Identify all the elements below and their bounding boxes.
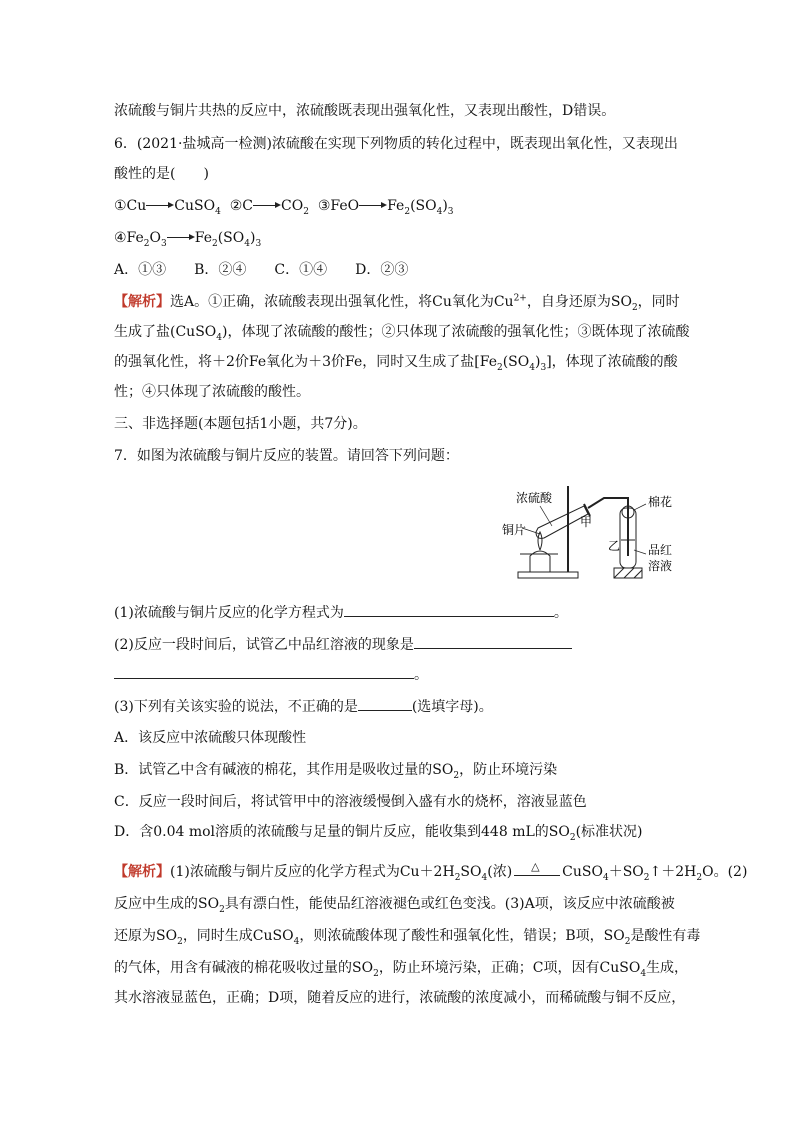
answer-7-line-1 bbox=[114, 862, 747, 882]
formula: ) bbox=[534, 354, 541, 370]
formula: (SO bbox=[410, 198, 437, 214]
subscript: 2 bbox=[143, 238, 150, 249]
analysis-text: ，防止环境污染，正确；C项，因有CuSO bbox=[378, 960, 641, 976]
analysis-text: ↑＋2H bbox=[649, 864, 697, 880]
answer-7-line-4 bbox=[114, 958, 688, 978]
formula: ) bbox=[442, 198, 448, 214]
subscript: 2 bbox=[373, 968, 379, 979]
subscript: 3 bbox=[255, 238, 262, 249]
subscript: 4 bbox=[529, 362, 535, 373]
answer-7-line-5: 其水溶液显蓝色，正确；D项，随着反应的进行，浓硫酸的浓度减小，而稀硫酸与铜不反应， bbox=[114, 990, 686, 1006]
answer-6-line-4: 性；④只体现了浓硫酸的酸性。 bbox=[114, 384, 310, 400]
heat-symbol: △ bbox=[531, 860, 540, 873]
subscript: 2 bbox=[219, 904, 225, 915]
question-6-transformation-4: $④Fe_2O_3$ $Fe_2(SO_4)_3$ bbox=[114, 230, 262, 249]
analysis-text: 反应中生成的SO bbox=[114, 896, 220, 912]
option-text: D．含0.04 mol溶质的浓硫酸与足量的铜片反应，能收集到448 mL的SO bbox=[114, 824, 570, 840]
analysis-text: 的强氧化性，将＋2价Fe氧化为＋3价Fe，同时又生成了盐[Fe bbox=[114, 354, 497, 370]
subscript: 2 bbox=[211, 238, 218, 249]
formula: CuSO bbox=[174, 198, 216, 214]
question-text: (1)浓硫酸与铜片反应的化学方程式为 bbox=[114, 605, 344, 621]
answer-blank[interactable] bbox=[344, 602, 554, 617]
analysis-text: ，同时 bbox=[637, 294, 680, 310]
answer-6-line-3 bbox=[114, 352, 678, 372]
formula: ④Fe bbox=[114, 230, 144, 246]
arrow-icon bbox=[359, 201, 387, 211]
subscript: 4 bbox=[244, 238, 250, 249]
analysis-text: 生成， bbox=[646, 960, 689, 976]
subscript: 2 bbox=[303, 206, 309, 217]
question-6-transformations bbox=[114, 196, 454, 216]
analysis-text: 是酸性有毒 bbox=[630, 928, 701, 944]
subscript: 2 bbox=[453, 770, 460, 781]
question-7-stem: 7．如图为浓硫酸与铜片反应的装置。请回答下列问题： bbox=[114, 448, 459, 464]
question-7-2-cont: 。 bbox=[114, 664, 428, 685]
question-6-stem-cont: 酸性的是( ) bbox=[114, 166, 209, 182]
subscript: 2 bbox=[643, 872, 650, 883]
analysis-text: 选A。①正确，浓硫酸表现出强氧化性，将Cu氧化为Cu bbox=[170, 294, 514, 310]
subscript: 4 bbox=[436, 206, 443, 217]
analysis-text: ＋SO bbox=[608, 864, 644, 880]
formula: ②C bbox=[229, 198, 253, 214]
option-text: (标准状况) bbox=[575, 824, 643, 840]
analysis-text: SO bbox=[460, 864, 482, 880]
subscript: 2 bbox=[496, 362, 503, 373]
arrow-icon bbox=[146, 201, 174, 211]
label-tube-jia: 甲 bbox=[580, 515, 593, 529]
superscript: 2+ bbox=[513, 293, 527, 304]
option-c: C．反应一段时间后，将试管甲中的溶液缓慢倒入盛有水的烧杯，溶液显蓝色 bbox=[114, 794, 587, 810]
analysis-text: ，则浓硫酸体现了酸性和强氧化性，错误；B项，SO bbox=[299, 928, 625, 944]
subscript: 4 bbox=[481, 872, 488, 883]
question-7-1: (1)浓硫酸与铜片反应的化学方程式为 。 bbox=[114, 602, 568, 623]
question-7-2 bbox=[114, 634, 572, 655]
question-6-stem: 6．(2021·盐城高一检测)浓硫酸在实现下列物质的转化过程中，既表现出氧化性，又表现出 bbox=[114, 136, 678, 152]
analysis-text: 还原为SO bbox=[114, 928, 178, 944]
answer-blank[interactable] bbox=[114, 664, 414, 679]
label-tube-yi: 乙 bbox=[608, 539, 621, 553]
answer-6-line-1 bbox=[114, 292, 680, 312]
analysis-tag: 【解析】 bbox=[114, 294, 170, 310]
answer-7-line-2 bbox=[114, 894, 675, 914]
formula: ) bbox=[249, 230, 256, 246]
question-6-options: A．①③ B．②④ C．①④ D．②③ bbox=[114, 262, 409, 278]
formula: (SO bbox=[217, 230, 245, 246]
analysis-text: ，自身还原为SO bbox=[526, 294, 632, 310]
formula: ①Cu bbox=[114, 198, 147, 214]
formula: Fe bbox=[387, 198, 405, 214]
formula: CO bbox=[280, 198, 304, 214]
answer-blank[interactable] bbox=[414, 634, 572, 649]
question-7-3 bbox=[114, 696, 493, 717]
analysis-tag: 【解析】 bbox=[114, 864, 170, 880]
subscript: 4 bbox=[602, 872, 609, 883]
formula: ③FeO bbox=[317, 198, 360, 214]
answer-7-line-3 bbox=[114, 926, 700, 946]
question-text: (3)下列有关该实验的说法，不正确的是 bbox=[114, 699, 358, 715]
analysis-text: )，体现了浓硫酸的酸性；②只体现了浓硫酸的强氧化性；③既体现了浓硫酸 bbox=[222, 324, 690, 340]
formula: (SO bbox=[502, 354, 530, 370]
analysis-text: O。(2) bbox=[702, 864, 748, 880]
label-concentrated-acid: 浓硫酸 bbox=[516, 491, 553, 505]
option-d bbox=[114, 822, 643, 842]
heating-arrow-icon bbox=[514, 860, 560, 879]
answer-blank[interactable] bbox=[358, 696, 412, 711]
subscript: 3 bbox=[447, 206, 454, 217]
subscript: 4 bbox=[293, 936, 300, 947]
subscript: 4 bbox=[215, 206, 221, 217]
apparatus-diagram bbox=[500, 484, 690, 584]
question-text: (2)反应一段时间后，试管乙中品红溶液的现象是 bbox=[114, 637, 414, 653]
arrow-icon bbox=[253, 201, 281, 211]
subscript: 2 bbox=[569, 832, 576, 843]
analysis-text: (浓) bbox=[487, 864, 513, 880]
subscript: 2 bbox=[696, 872, 703, 883]
analysis-text: ，同时生成CuSO bbox=[182, 928, 294, 944]
analysis-text: (1)浓硫酸与铜片反应的化学方程式为Cu＋2H bbox=[170, 864, 455, 880]
label-cotton: 棉花 bbox=[648, 495, 673, 509]
subscript: 4 bbox=[216, 332, 222, 343]
subscript: 2 bbox=[624, 936, 631, 947]
subscript: 2 bbox=[177, 936, 183, 947]
formula: Fe bbox=[194, 230, 212, 246]
option-text: B．试管乙中含有碱液的棉花，其作用是吸收过量的SO bbox=[114, 762, 454, 778]
answer-6-line-2 bbox=[114, 322, 689, 342]
arrow-icon bbox=[167, 233, 195, 243]
analysis-text: 生成了盐(CuSO bbox=[114, 324, 217, 340]
analysis-text: CuSO bbox=[562, 864, 603, 880]
analysis-text: 具有漂白性，能使品红溶液褪色或红色变浅。(3)A项，该反应中浓硫酸被 bbox=[224, 896, 675, 912]
label-solution: 溶液 bbox=[648, 559, 673, 573]
subscript: 2 bbox=[404, 206, 411, 217]
analysis-text: ]，体现了浓硫酸的酸 bbox=[546, 354, 678, 370]
label-copper-sheet: 铜片 bbox=[502, 523, 527, 537]
subscript: 2 bbox=[454, 872, 461, 883]
option-text: ，防止环境污染 bbox=[459, 762, 558, 778]
option-b bbox=[114, 760, 557, 780]
section-heading: 三、非选择题(本题包括1小题，共7分)。 bbox=[114, 416, 367, 432]
subscript: 2 bbox=[631, 302, 638, 313]
text-line: 浓硫酸与铜片共热的反应中，浓硫酸既表现出强氧化性，又表现出酸性，D错误。 bbox=[114, 103, 616, 119]
subscript: 3 bbox=[161, 238, 167, 249]
option-a: A．该反应中浓硫酸只体现酸性 bbox=[114, 730, 307, 746]
subscript: 4 bbox=[640, 968, 647, 979]
question-text: (选填字母)。 bbox=[411, 699, 493, 715]
analysis-text: 的气体，用含有碱液的棉花吸收过量的SO bbox=[114, 960, 374, 976]
subscript: 3 bbox=[540, 362, 547, 373]
label-magenta: 品红 bbox=[648, 543, 673, 557]
